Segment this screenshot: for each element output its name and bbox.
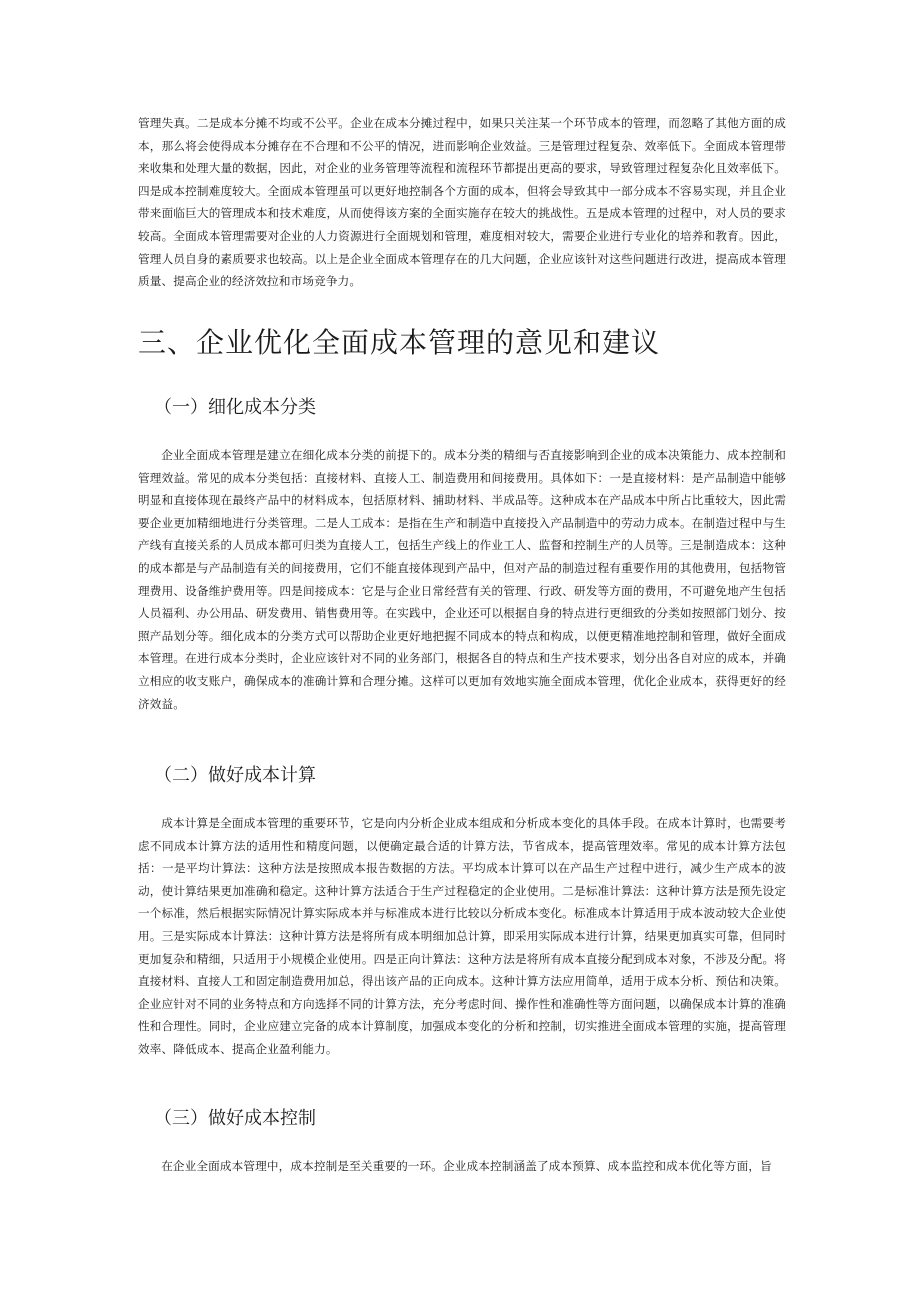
- subsection-title-2: （二）做好成本计算: [154, 765, 316, 786]
- subsection-body-2: 成本计算是全面成本管理的重要环节，它是向内分析企业成本组成和分析成本变化的具体手段。在成本计算时，也需要考虑不同成本计算方法的适用性和精度问题，以便确定最合适的计算方法，节省成本，提高管理效率。常见的成本计算方法包括：一是平均计算法：这种方法是按照成本报告数据的方法。平均成本计算可以在产品生产过程中进行，减少生产成本的波动，使计算结果更加准确和稳定。这种计算方法适合于生产过程稳定的企业使用。二是标准计算法：这种计算方法是预先设定一个标准，然后根据实际情况计算实际成本并与标准成本进行比较以分析成本变化。标准成本计算适用于成本波动较大企业使用。三是实际成本计算法：这种计算方法是将所有成本明细加总计算，即采用实际成本进行计算，结果更加真实可靠，但同时更加复杂和精细，只适用于小规模企业使用。四是正向计算法：这种方法是将所有成本直接分配到成本对象，不涉及分配。将直接材料、直接人工和固定制造费用加总，得出该产品的正向成本。这种计算方法应用简单，适用于成本分析、预估和决策。企业应针对不同的业务特点和方向选择不同的计算方法，充分考虑时间、操作性和准确性等方面问题，以确保成本计算的准确性和合理性。同时，企业应建立完备的成本计算制度，加强成本变化的分析和控制，切实推进全面成本管理的实施，提高管理效率、降低成本、提高企业盈利能力。: [138, 816, 786, 1056]
- subsection-body-3: 在企业全面成本管理中，成本控制是至关重要的一环。企业成本控制涵盖了成本预算、成本监控和成本优化等方面，旨: [161, 1159, 772, 1173]
- intro-paragraph: 管理失真。二是成本分摊不均或不公平。企业在成本分摊过程中，如果只关注某一个环节成本的管理，而忽略了其他方面的成本，那么将会使得成本分摊存在不合理和不公平的情况，进而影响企业效益。三是管理过程复杂、效率低下。全面成本管理带来收集和处理大量的数据，因此，对企业的业务管理等流程和流程环节都提出更高的要求，导致管理过程复杂化且效率低下。四是成本控制难度较大。全面成本管理虽可以更好地控制各个方面的成本，但将会导致其中一部分成本不容易实现，并且企业带来面临巨大的管理成本和技术难度，从而使得该方案的全面实施存在较大的挑战性。五是成本管理的过程中，对人员的要求较高。全面成本管理需要对企业的人力资源进行全面规划和管理，难度相对较大，需要企业进行专业化的培养和教育。因此，管理人员自身的素质要求也较高。以上是企业全面成本管理存在的几大问题，企业应该针对这些问题进行改进，提高成本管理质量、提高企业的经济效拉和市场竞争力。: [138, 116, 786, 289]
- subsection-title-1: （一）细化成本分类: [154, 397, 316, 418]
- section-title: 三、企业优化全面成本管理的意见和建议: [138, 326, 661, 359]
- subsection-title-3: （三）做好成本控制: [154, 1108, 316, 1129]
- subsection-body-1: 企业全面成本管理是建立在细化成本分类的前提下的。成本分类的精细与否直接影响到企业的成本决策能力、成本控制和管理效益。常见的成本分类包括：直接材料、直接人工、制造费用和间接费用。具体如下：一是直接材料：是产品制造中能够明显和直接体现在最终产品中的材料成本，包括原材料、捕助材料、半成品等。这种成本在产品成本中所占比重较大，因此需要企业更加精细地进行分类管理。二是人工成本：是指在生产和制造中直接投入产品制造中的劳动力成本。在制造过程中与生产线有直接关系的人员成本都可归类为直接人工，包括生产线上的作业工人、监督和控制生产的人员等。三是制造成本：这种的成本都是与产品制造有关的间接费用，它们不能直接体现到产品中，但对产品的制造过程有重要作用的其他费用，包括物管理费用、设备维护费用等。四是间接成本：它是与企业日常经营有关的管理、行政、研发等方面的费用，不可避免地产生包括人员福利、办公用品、研发费用、销售费用等。在实践中，企业还可以根据自身的特点进行更细致的分类如按照部门划分、按照产品划分等。细化成本的分类方式可以帮助企业更好地把握不同成本的特点和构成，以便更精准地控制和管理，做好全面成本管理。在进行成本分类时，企业应该针对不同的业务部门，根据各自的特点和生产技术要求，划分出各自对应的成本，并确立相应的收支账户，确保成本的准确计算和合理分摊。这样可以更加有效地实施全面成本管理，优化企业成本，获得更好的经济效益。: [138, 448, 786, 711]
